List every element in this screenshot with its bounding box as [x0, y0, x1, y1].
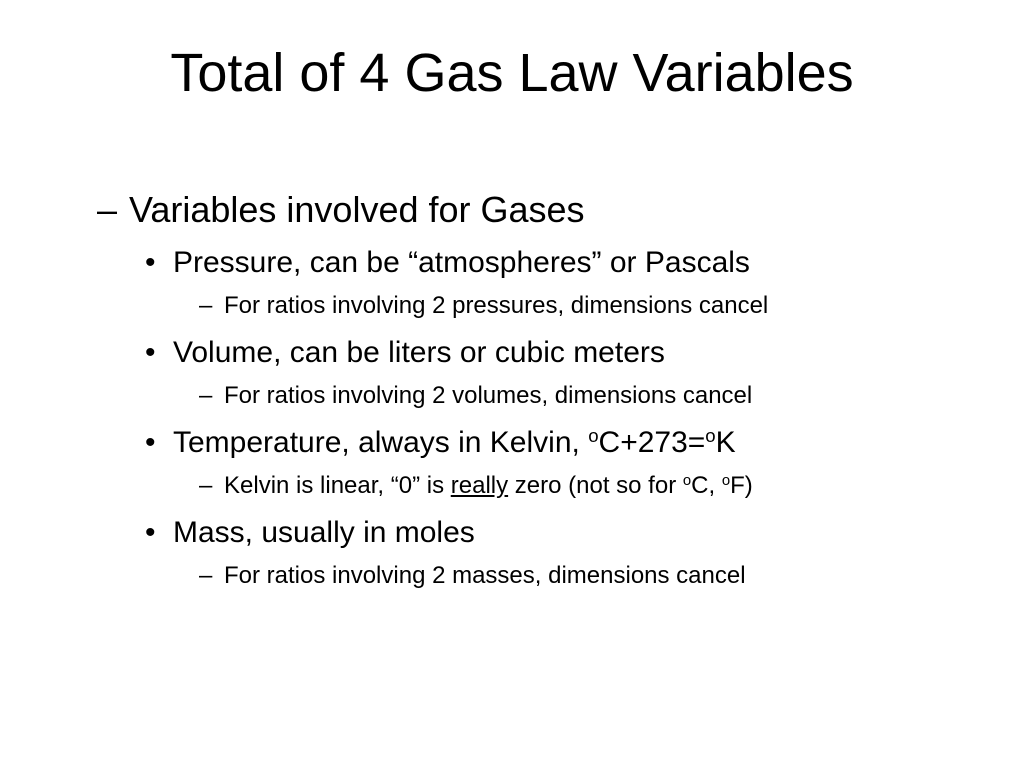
bullet-item-volume: [145, 334, 665, 372]
degree-symbol: o: [682, 472, 692, 489]
bullet-text: Pressure, can be “atmospheres” or Pascals: [173, 246, 750, 279]
dash-marker: –: [199, 472, 213, 499]
dash-marker: –: [97, 189, 118, 230]
sub-text: For ratios involving 2 volumes, dimensions cancel: [224, 382, 753, 409]
bullet-text: Mass, usually in moles: [173, 516, 475, 549]
bullet-text-suffix: K: [715, 426, 736, 459]
bullet-item-temperature: [145, 424, 736, 462]
level1-item: [97, 187, 585, 233]
sub-text-suffix: F): [730, 472, 753, 499]
degree-symbol: o: [705, 424, 716, 446]
sub-text-prefix: Kelvin is linear, “0” is: [224, 472, 451, 499]
bullet-marker: •: [145, 516, 156, 549]
emphasis-text: really: [450, 472, 509, 499]
sub-text: For ratios involving 2 masses, dimensions cancel: [224, 562, 746, 589]
bullet-item-pressure: [145, 244, 750, 282]
bullet-marker: •: [145, 336, 156, 369]
sub-item-volume: [199, 381, 752, 411]
degree-symbol: o: [721, 472, 731, 489]
sub-item-temperature: [199, 471, 753, 501]
bullet-marker: •: [145, 246, 156, 279]
bullet-text: Volume, can be liters or cubic meters: [173, 336, 665, 369]
bullet-marker: •: [145, 426, 156, 459]
sub-item-mass: [199, 561, 746, 591]
slide-title: Total of 4 Gas Law Variables: [170, 43, 854, 103]
sub-text: For ratios involving 2 pressures, dimensions cancel: [224, 292, 769, 319]
bullet-text-prefix: Temperature, always in Kelvin,: [173, 426, 589, 459]
level1-text: Variables involved for Gases: [129, 189, 585, 230]
dash-marker: –: [199, 562, 213, 589]
degree-symbol: o: [588, 424, 599, 446]
bullet-item-mass: [145, 514, 475, 552]
dash-marker: –: [199, 382, 213, 409]
sub-text-mid2: C,: [691, 472, 722, 499]
bullet-text-mid: C+273=: [598, 426, 706, 459]
sub-text-mid: zero (not so for: [508, 472, 683, 499]
dash-marker: –: [199, 292, 213, 319]
sub-item-pressure: [199, 291, 768, 321]
